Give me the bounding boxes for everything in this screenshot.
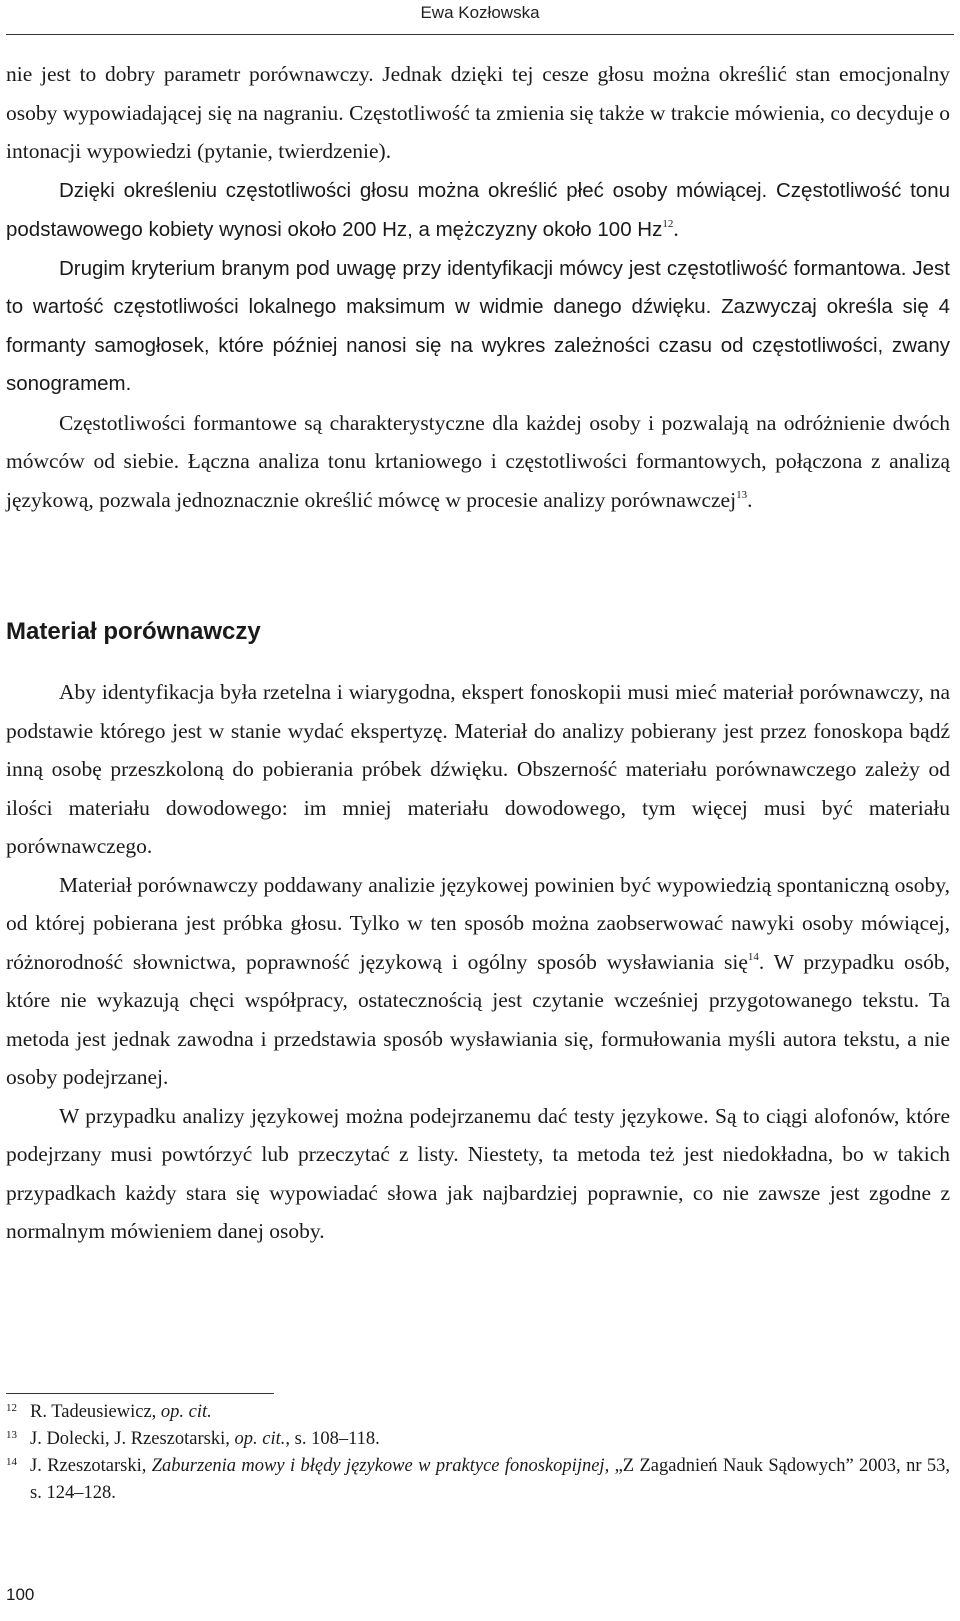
footnote-ref-13[interactable]: 13 [736, 488, 748, 501]
header-rule [6, 34, 954, 35]
footnote-text: J. Dolecki, J. Rzeszotarski, [30, 1429, 235, 1449]
paragraph-5: Aby identyfikacja była rzetelna i wiarygodna, ekspert fonoskopii musi mieć materiał porównawczy, na podstawie którego jest w stanie wydać ekspertyzę. Materiał do analizy pobierany jest przez fonoskopa bądź inną osobę przeszkoloną do pobierania próbek dźwięku. Obszerność materiału porównawczego zależy od ilości materiału dowodowego: im mniej materiału dowodowego, tym więcej musi być materiału porównawczego. [6, 680, 950, 858]
footnote-number: 12 [6, 1402, 17, 1414]
paragraph-6 [6, 866, 950, 1097]
footnotes [6, 1399, 950, 1507]
paragraph-3: Drugim kryterium branym pod uwagę przy identyfikacji mówcy jest częstotliwość formantowa. Jest to wartość częstotliwości lokalnego maksimum w widmie danego dźwięku. Zazwyczaj określa się 4 formanty samogłosek, które później nanosi się na wykres zależności czasu od częstotliwości, zwany sonogramem. [6, 256, 950, 395]
footnote-italic: op. cit. [234, 1429, 286, 1449]
footnote-number: 14 [6, 1456, 17, 1468]
paragraph-1: nie jest to dobry parametr porównawczy. Jednak dzięki tej cesze głosu można określić stan emocjonalny osoby wypowiadającej się na nagraniu. Częstotliwość ta zmienia się także w trakcie mówienia, co decyduje o intonacji wypowiedzi (pytanie, twierdzenie). [6, 62, 950, 163]
footnote-14 [6, 1453, 950, 1507]
footnote-ref-14[interactable]: 14 [747, 950, 759, 963]
footnote-13 [6, 1426, 950, 1453]
paragraph-4-end: . [747, 487, 753, 512]
page-number: 100 [6, 1585, 35, 1604]
footnote-text-end: , s. 108–118. [285, 1429, 380, 1449]
body-text-section-1 [6, 55, 950, 519]
section-heading: Materiał porównawczy [6, 618, 261, 645]
footnote-12 [6, 1399, 950, 1426]
footnote-number: 13 [6, 1429, 17, 1441]
footnote-italic: op. cit. [160, 1402, 212, 1422]
running-head-author: Ewa Kozłowska [420, 3, 540, 22]
paragraph-2-text: Dzięki określeniu częstotliwości głosu można określić płeć osoby mówiącej. Częstotliwość tonu podstawowego kobiety wynosi około 200 Hz, a mężczyzny około 100 Hz [6, 178, 950, 241]
footnote-text: R. Tadeusiewicz, [30, 1402, 161, 1422]
footnote-ref-12[interactable]: 12 [662, 218, 674, 230]
paragraph-6-end: . W przypadku osób, które nie wykazują chęci współpracy, ostatecznością jest czytanie wcześniej przygotowanego tekstu. Ta metoda jest jednak zawodna i przedstawia sposób wysławiania się, formułowania myśli autora tekstu, a nie osoby podejrzanej. [6, 949, 950, 1089]
footnote-text-end: „Z Zagadnień Nauk Sądowych” 2003, nr 53, s. 124–128. [30, 1456, 950, 1503]
paragraph-2 [6, 171, 950, 250]
paragraph-7: W przypadku analizy językowej można podejrzanemu dać testy językowe. Są to ciągi alofonów, które podejrzany musi powtórzyć lub przeczytać z listy. Niestety, ta metoda też jest niedokładna, bo w takich przypadkach każdy stara się wypowiadać słowa jak najbardziej poprawnie, co nie zawsze jest zgodne z normalnym mówieniem danej osoby. [6, 1103, 950, 1243]
paragraph-4-text: Częstotliwości formantowe są charakterystyczne dla każdej osoby i pozwalają na odróżnienie dwóch mówców od siebie. Łączna analiza tonu krtaniowego i częstotliwości formantowych, połączona z analizą językową, pozwala jednoznacznie określić mówcę w procesie analizy porównawczej [6, 410, 950, 512]
footnote-rule [6, 1393, 274, 1394]
paragraph-4 [6, 404, 950, 520]
footnote-italic: Zaburzenia mowy i błędy językowe w praktyce fonoskopijnej, [151, 1456, 610, 1476]
paragraph-6-text: Materiał porównawczy poddawany analizie językowej powinien być wypowiedzią spontaniczną osoby, od której pobierana jest próbka głosu. Tylko w ten sposób można zaobserwować nawyki osoby mówiącej, różnorodność słownictwa, poprawność językową i ogólny sposób wysławiania się [6, 872, 950, 974]
footnote-text: J. Rzeszotarski, [30, 1456, 152, 1476]
body-text-section-2 [6, 673, 950, 1251]
paragraph-2-end: . [673, 217, 679, 241]
